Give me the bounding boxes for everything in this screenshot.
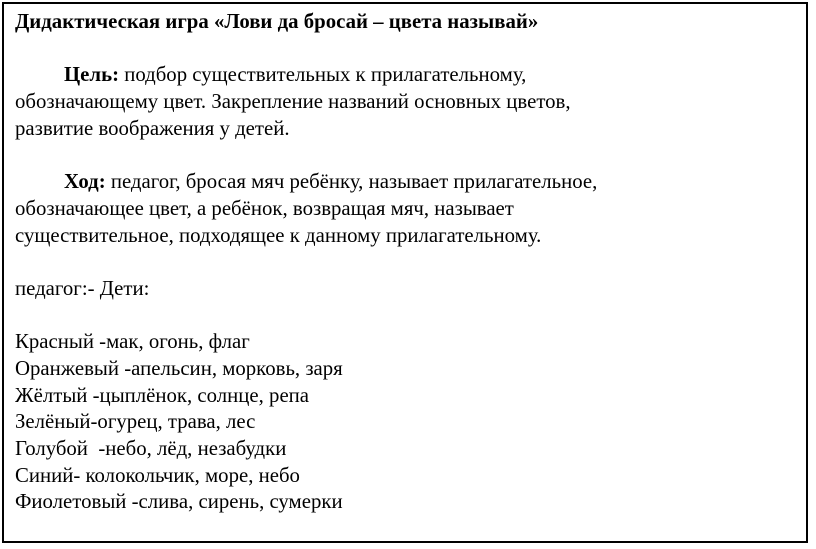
procedure-line-2: обозначающее цвет, а ребёнок, возвращая мяч, называет [15,196,514,220]
document-title: Дидактическая игра «Лови да бросай – цвета называй» [15,10,539,33]
roles-line: педагог:- Дети: [15,276,150,300]
goal-line-3: развитие воображения у детей. [15,116,290,140]
goal-text-1: подбор существительных к прилагательному, [119,63,527,87]
spacer [15,142,805,169]
spacer [15,249,805,276]
procedure-text-1: педагог, бросая мяч ребёнку, называет прилагательное, [105,170,598,194]
procedure-line-3: существительное, подходящее к данному прилагательному. [15,223,542,247]
goal-line-2: обозначающему цвет. Закрепление названий основных цветов, [15,90,571,114]
procedure-line-1 [15,169,805,196]
color-item-orange: Оранжевый -апельсин, морковь, заря [15,356,343,380]
color-item-red: Красный -мак, огонь, флаг [15,330,250,354]
spacer [15,303,805,330]
color-item-green: Зелёный-огурец, трава, лес [15,410,256,434]
color-item-blue: Синий- колокольчик, море, небо [15,463,300,487]
goal-line-1 [15,62,805,89]
spacer [15,36,805,63]
document-frame [2,2,808,543]
color-item-yellow: Жёлтый -цыплёнок, солнце, репа [15,383,310,407]
color-item-violet: Фиолетовый -слива, сирень, сумерки [15,490,343,514]
document-body [15,9,805,516]
color-item-light-blue: Голубой -небо, лёд, незабудки [15,437,287,460]
goal-label: Цель: [64,63,119,87]
procedure-label: Ход: [64,170,106,194]
